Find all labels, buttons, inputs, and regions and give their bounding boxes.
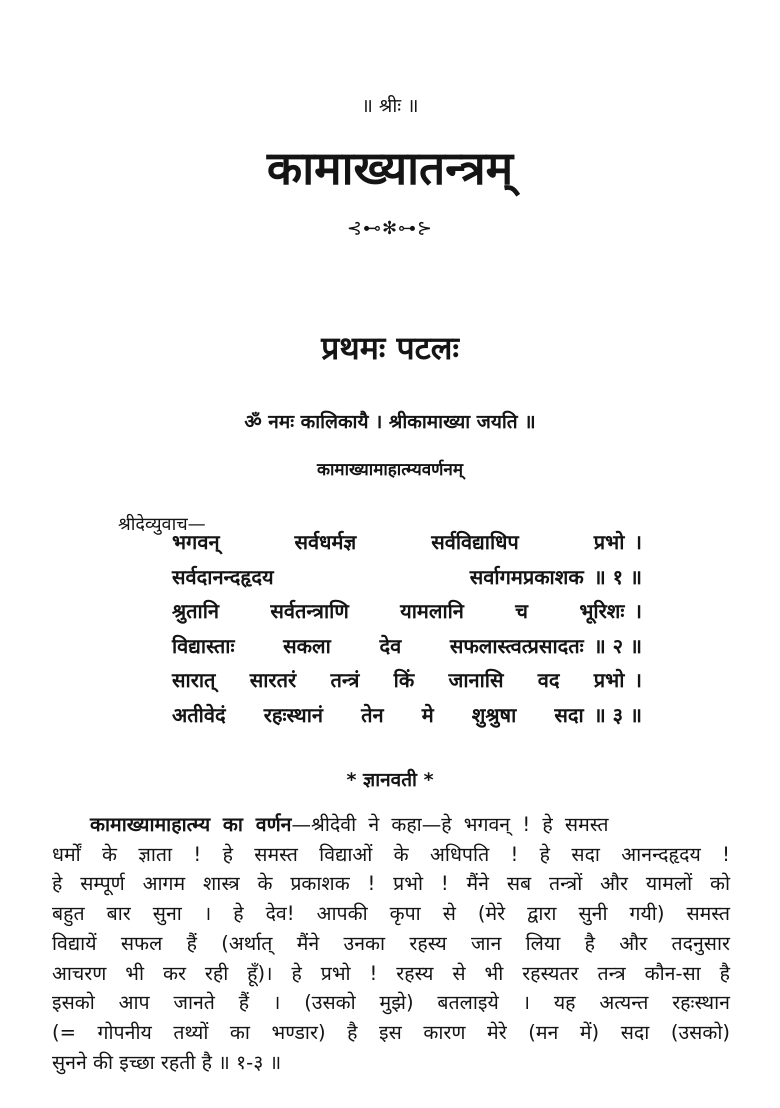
paragraph-line: सुनने की इच्छा रहती है ॥ १-३ ॥ — [52, 1050, 282, 1074]
verse-text: अतीवेदं रहःस्थानं तेन मे शुश्रुषा सदा — [172, 702, 584, 727]
commentary-title: * ज्ञानवती * — [346, 769, 434, 791]
verse-text: सारात् सारतरं तन्त्रं किं जानासि वद प्रभो — [172, 668, 625, 692]
speaker-label: श्रीदेव्युवाच— — [118, 514, 206, 535]
paragraph-line: आचरण भी कर रही हूँ)। हे प्रभो ! रहस्य से भी रहस्यतर तन्त्र कौन-सा है — [52, 961, 730, 985]
commentary-lead: कामाख्यामाहात्म्य का वर्णन — [90, 813, 292, 836]
verse-line — [172, 666, 642, 693]
paragraph-line: इसको आप जानते हैं । (उसको मुझे) बतलाइये । यह अत्यन्त रहःस्थान — [52, 991, 730, 1015]
book-title: कामाख्यातन्त्रम् — [266, 141, 514, 195]
invocation: ॐ नमः कालिकायै । श्रीकामाख्या जयति ॥ — [244, 411, 536, 433]
paragraph-text: —श्रीदेवी ने कहा—हे भगवन् ! हे समस्त — [291, 813, 609, 836]
verse-marker: ॥ २ ॥ — [593, 633, 642, 658]
paragraph-line: बहुत बार सुना । हे देव! आपकी कृपा से (मेरे द्वारा सुनी गयी) समस्त — [52, 902, 730, 926]
shri-heading: ॥ श्रीः ॥ — [361, 95, 419, 117]
paragraph-line: विद्यायें सफल हैं (अर्थात् मैंने उनका रहस्य जान लिया है और तदनुसार — [52, 931, 730, 955]
verse-text: विद्यास्ताः सकला देव सफलास्त्वत्प्रसादतः — [172, 633, 584, 658]
verse-text: सर्वदानन्दहृदय सर्वागमप्रकाशक — [172, 564, 584, 589]
verse-line — [172, 528, 642, 555]
verse-text: भगवन् सर्वधर्मज्ञ सर्वविद्याधिप प्रभो — [172, 530, 625, 554]
chapter-title: प्रथमः पटलः — [321, 329, 459, 367]
verse-marker: । — [634, 668, 642, 692]
paragraph-line: हे सम्पूर्ण आगम शास्त्र के प्रकाशक ! प्रभो ! मैंने सब तन्त्रों और यामलों को — [52, 872, 730, 896]
verse-line — [172, 563, 642, 590]
verse-text: श्रुतानि सर्वतन्त्राणि यामलानि च भूरिशः — [172, 599, 625, 623]
verse-line — [172, 632, 642, 659]
ornament-divider-icon: ⊰⊷✻⊶⊱ — [346, 218, 434, 239]
verse-marker: । — [634, 599, 642, 623]
paragraph-line: (= गोपनीय तथ्यों का भण्डार) है इस कारण मेरे (मन में) सदा (उसको) — [52, 1020, 730, 1044]
verse-marker: । — [634, 530, 642, 554]
paragraph-line — [90, 815, 730, 835]
verse-marker: ॥ १ ॥ — [593, 564, 642, 589]
paragraph-line: धर्मों के ज्ञाता ! हे समस्त विद्याओं के अधिपति ! हे सदा आनन्दहृदय ! — [52, 842, 730, 866]
section-title: कामाख्यामाहात्म्यवर्णनम् — [316, 460, 464, 480]
verse-marker: ॥ ३ ॥ — [593, 702, 642, 727]
verse-line — [172, 597, 642, 624]
verse-line — [172, 701, 642, 728]
